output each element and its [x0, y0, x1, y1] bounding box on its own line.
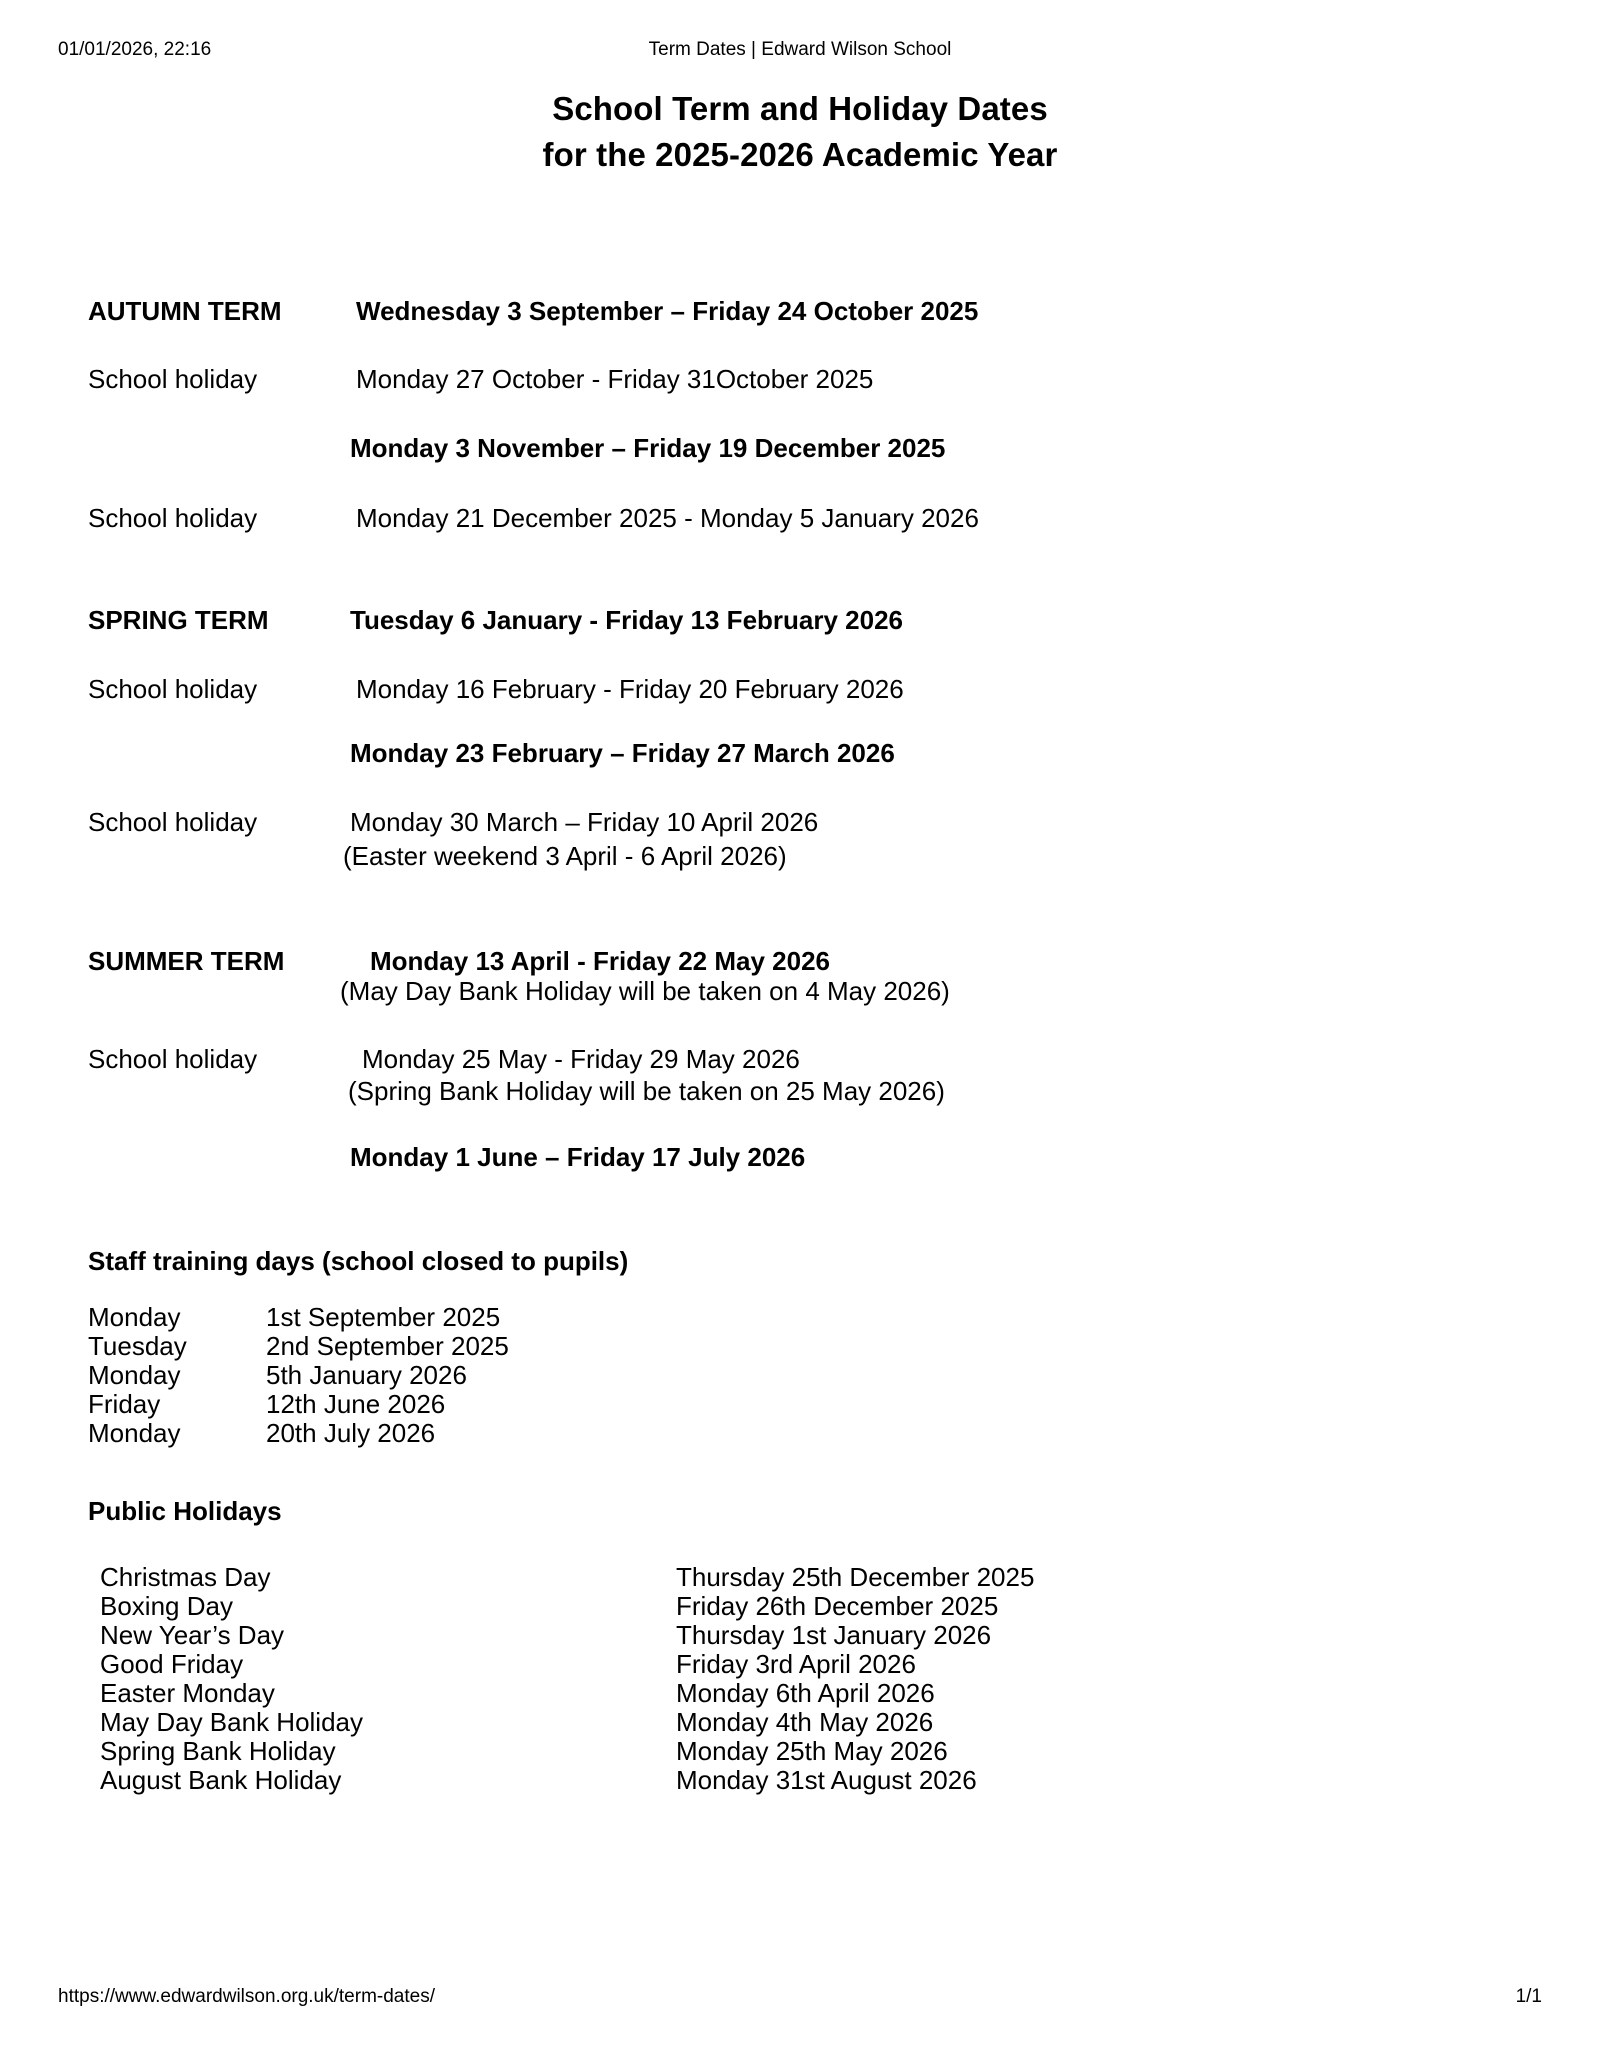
public-holiday-name: Good Friday	[100, 1649, 244, 1679]
print-header-title: Term Dates | Edward Wilson School	[648, 39, 952, 60]
staff-training-date: 1st September 2025	[266, 1302, 501, 1332]
public-holiday-date: Monday 6th April 2026	[676, 1678, 935, 1708]
print-footer-page: 1/1	[1515, 1986, 1542, 2007]
staff-training-day: Monday	[88, 1418, 181, 1448]
page-title-line-1: School Term and Holiday Dates	[552, 90, 1048, 127]
public-holiday-name: Spring Bank Holiday	[100, 1736, 336, 1766]
autumn-holiday-1-dates: Monday 27 October - Friday 31October 2025	[356, 364, 874, 394]
summer-term-dates: Monday 13 April - Friday 22 May 2026	[370, 946, 830, 976]
print-footer	[0, 1985, 1600, 2009]
summer-term-label: SUMMER TERM	[88, 946, 285, 976]
public-holiday-date: Monday 4th May 2026	[676, 1707, 934, 1737]
print-header-timestamp: 01/01/2026, 22:16	[58, 39, 212, 60]
autumn-term-dates: Wednesday 3 September – Friday 24 October 2025	[356, 296, 979, 326]
public-holiday-name: Easter Monday	[100, 1678, 275, 1708]
spring-holiday-2-note: (Easter weekend 3 April - 6 April 2026)	[343, 841, 787, 871]
staff-training-day: Friday	[88, 1389, 161, 1419]
autumn-second-half-dates: Monday 3 November – Friday 19 December 2025	[350, 433, 946, 463]
staff-training-date: 12th June 2026	[266, 1389, 446, 1419]
summer-holiday-1-dates: Monday 25 May - Friday 29 May 2026	[362, 1044, 800, 1074]
public-holiday-date: Thursday 25th December 2025	[676, 1562, 1035, 1592]
spring-holiday-1-dates: Monday 16 February - Friday 20 February 2026	[356, 674, 904, 704]
public-holiday-date: Thursday 1st January 2026	[676, 1620, 992, 1650]
print-footer-url[interactable]: https://www.edwardwilson.org.uk/term-dates/	[58, 1986, 435, 2007]
spring-holiday-1-label: School holiday	[88, 674, 258, 704]
public-holidays-heading: Public Holidays	[88, 1496, 282, 1526]
public-holiday-name: New Year’s Day	[100, 1620, 285, 1650]
spring-second-half-dates: Monday 23 February – Friday 27 March 2026	[350, 738, 895, 768]
summer-holiday-1-note: (Spring Bank Holiday will be taken on 25 May 2026)	[348, 1076, 945, 1106]
autumn-holiday-2-dates: Monday 21 December 2025 - Monday 5 January 2026	[356, 503, 979, 533]
spring-holiday-2-label: School holiday	[88, 807, 258, 837]
public-holiday-date: Monday 31st August 2026	[676, 1765, 977, 1795]
staff-training-date: 2nd September 2025	[266, 1331, 509, 1361]
autumn-holiday-1-label: School holiday	[88, 364, 258, 394]
summer-second-half-dates: Monday 1 June – Friday 17 July 2026	[350, 1142, 806, 1172]
page-title	[0, 86, 1600, 178]
spring-holiday-2-dates: Monday 30 March – Friday 10 April 2026	[350, 807, 819, 837]
staff-training-date: 20th July 2026	[266, 1418, 436, 1448]
public-holiday-date: Monday 25th May 2026	[676, 1736, 948, 1766]
page-title-line-2: for the 2025-2026 Academic Year	[542, 136, 1058, 173]
public-holiday-name: May Day Bank Holiday	[100, 1707, 363, 1737]
public-holiday-name: Christmas Day	[100, 1562, 271, 1592]
public-holiday-name: Boxing Day	[100, 1591, 233, 1621]
spring-term-dates: Tuesday 6 January - Friday 13 February 2026	[350, 605, 904, 635]
staff-training-date: 5th January 2026	[266, 1360, 467, 1390]
staff-training-day: Monday	[88, 1360, 181, 1390]
public-holiday-name: August Bank Holiday	[100, 1765, 342, 1795]
print-header	[0, 38, 1600, 62]
spring-term-label: SPRING TERM	[88, 605, 269, 635]
staff-training-heading: Staff training days (school closed to pupils)	[88, 1246, 629, 1276]
autumn-term-label: AUTUMN TERM	[88, 296, 282, 326]
summer-term-note: (May Day Bank Holiday will be taken on 4 May 2026)	[340, 976, 950, 1006]
summer-holiday-1-label: School holiday	[88, 1044, 258, 1074]
public-holiday-date: Friday 3rd April 2026	[676, 1649, 916, 1679]
staff-training-day: Monday	[88, 1302, 181, 1332]
public-holiday-date: Friday 26th December 2025	[676, 1591, 999, 1621]
autumn-holiday-2-label: School holiday	[88, 503, 258, 533]
staff-training-day: Tuesday	[88, 1331, 187, 1361]
